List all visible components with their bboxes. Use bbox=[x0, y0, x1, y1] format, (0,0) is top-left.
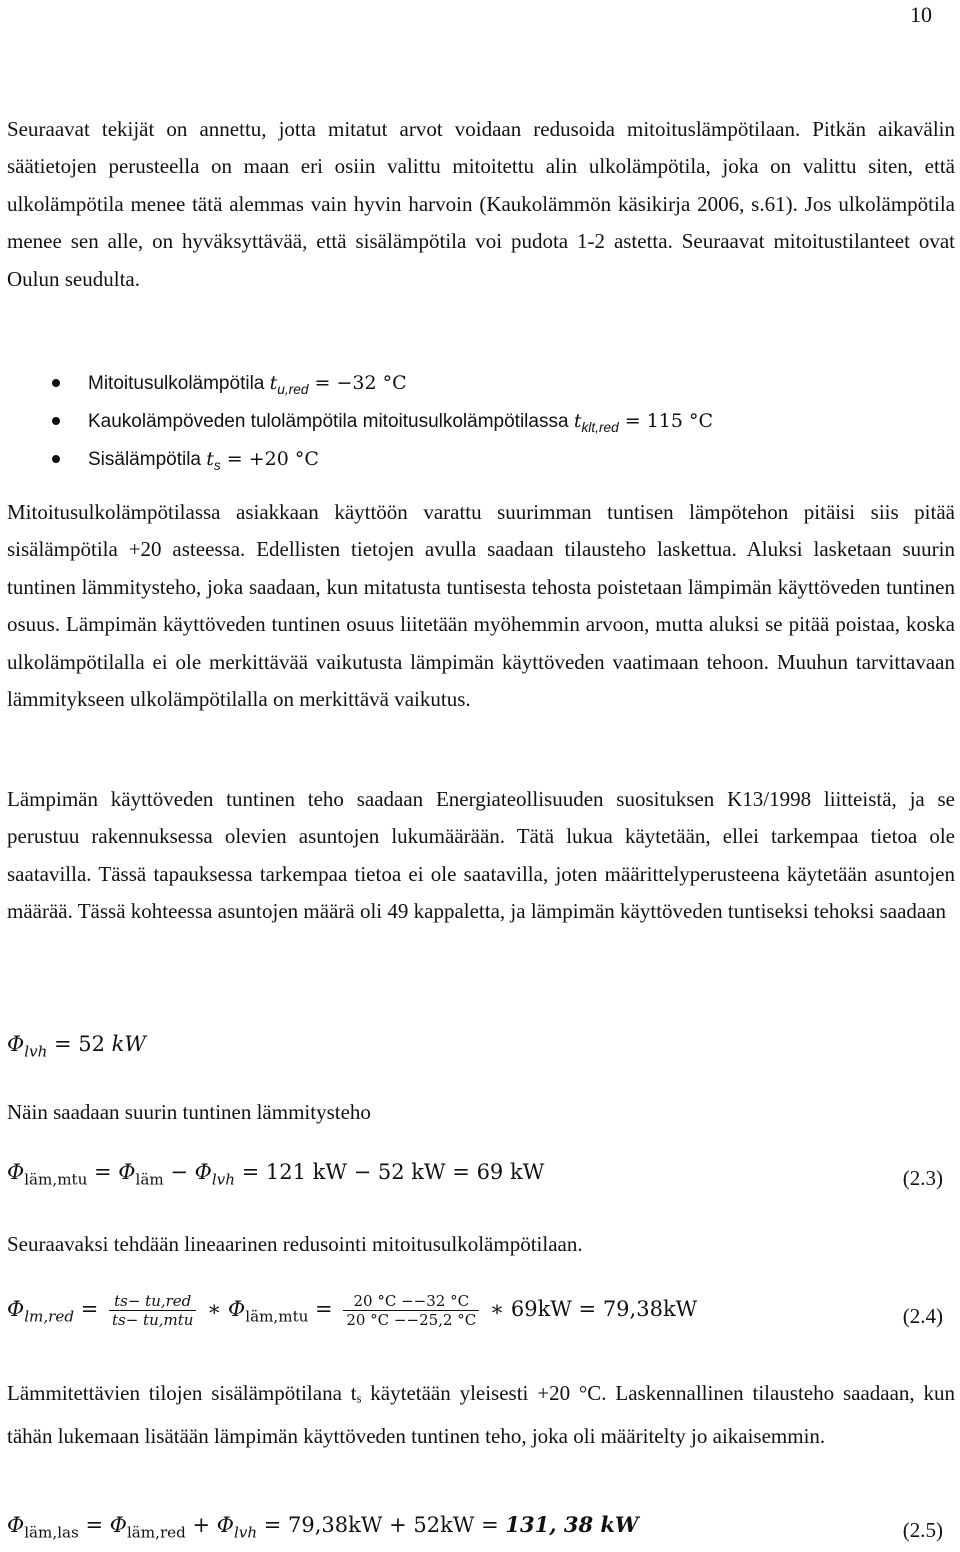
subscript-s: s bbox=[356, 1391, 362, 1406]
intro-paragraph: Seuraavat tekijät on annettu, jotta mitatut arvot voidaan redusoida mitoituslämpötilaan. Pitkän aikavälin säätietojen perusteella on maan eri osiin valittu mitoitettu alin ulkolämpötila, joka on valittu siten, että ulkolämpötila menee tätä alemmas vain hyvin harvoin (Kaukolämmön käsikirja 2006, s.61). Jos ulkolämpötila menee sen alle, on hyväksyttävää, että sisälämpötila voi pudota 1-2 astetta. Seuraavat mitoitustilanteet ovat Oulun seudulta. bbox=[7, 117, 955, 291]
equation-rhs: = 121 kW − 52 kW = 69 kW bbox=[234, 1160, 545, 1184]
variable-subscript: u,red bbox=[277, 381, 309, 397]
equation-unit: kW bbox=[111, 1032, 146, 1056]
phi-subscript: lm,red bbox=[24, 1307, 75, 1326]
bullet-label: Kaukolämpöveden tulolämpötila mitoitusulkolämpötilassa bbox=[88, 411, 574, 432]
equation-number: (2.3) bbox=[902, 1166, 943, 1190]
paragraph-text: käytetään yleisesti +20 °C. Laskennallinen tilausteho saadaan, kun tähän lukemaan lisätään lämpimän käyttöveden tuntinen teho, joka oli määritelty jo aikaisemmin. bbox=[7, 1381, 955, 1448]
variable-subscript: s bbox=[213, 457, 221, 473]
phi-subscript: lvh bbox=[211, 1170, 235, 1189]
bullet-label: Mitoitusulkolämpötila bbox=[88, 373, 270, 394]
equation-rhs: = 52 bbox=[47, 1032, 112, 1056]
list-item bbox=[0, 364, 960, 402]
phi-subscript: läm,mtu bbox=[245, 1307, 309, 1326]
variable-t: t bbox=[206, 448, 214, 470]
variable-subscript: klt,red bbox=[581, 419, 619, 435]
paragraph-text: Lämmitettävien tilojen sisälämpötilana t bbox=[7, 1381, 357, 1405]
bullet-label: Sisälämpötila bbox=[88, 449, 207, 470]
bullet-icon bbox=[52, 417, 60, 425]
phi-subscript: läm,red bbox=[126, 1523, 186, 1542]
variable-t: t bbox=[269, 372, 278, 394]
fraction-numeric bbox=[343, 1292, 479, 1329]
bullet-value: = −32 °C bbox=[308, 372, 407, 394]
list-item bbox=[0, 440, 960, 478]
fraction-numerator: 20 °C −−32 °C bbox=[343, 1292, 479, 1311]
fraction-symbolic bbox=[109, 1292, 196, 1329]
phi-subscript: läm bbox=[135, 1170, 164, 1189]
fraction-numerator: ts− tu,red bbox=[109, 1292, 196, 1311]
phi-subscript: lvh bbox=[233, 1523, 258, 1542]
equation-2-3: $\Phi_{läm,mtu} = \Phi_{läm} - \Phi_{lvh} = 121$ kW − 52 kW = 69 kW (2.3) bbox=[7, 1160, 943, 1190]
equation-phi-lvh: $\Phi_{lvh} = 52$ kW bbox=[7, 1032, 146, 1061]
body-paragraph-3: Lämpimän käyttöveden tuntinen teho saadaan Energiateollisuuden suosituksen K13/1998 liitteistä, ja se perustuu rakennuksessa olevien asuntojen lukumäärään. Tätä lukua käytetään, ellei tarkempaa tietoa ole saatavilla. Tässä tapauksessa tarkempaa tietoa ei ole saatavilla, joten määrittelyperusteena käytetään asuntojen määrää. Tässä kohteessa asuntojen määrä oli 49 kappaletta, ja lämpimän käyttöveden tuntiseksi tehoksi saadaan bbox=[7, 787, 955, 924]
body-paragraph-2: Mitoitusulkolämpötilassa asiakkaan käyttöön varattu suurimman tuntisen lämpötehon pitäisi siis pitää sisälämpötila +20 asteessa. Edellisten tietojen avulla saadaan tilausteho laskettua. Aluksi lasketaan suurin tuntinen lämmitysteho, joka saadaan, kun mitatusta tuntisesta tehosta poistetaan lämpimän käyttöveden tuntinen osuus. Lämpimän käyttöveden tuntinen osuus liitetään myöhemmin arvoon, mutta aluksi se pitää poistaa, koska ulkolämpötilalla ei ole merkittävää vaikutusta lämpimän käyttöveden vaatimaan tehoon. Muuhun tarvittavaan lämmitykseen ulkolämpötilalla on merkittävä vaikutus. bbox=[7, 500, 955, 712]
body-paragraph-4: Näin saadaan suurin tuntinen lämmitysteho bbox=[7, 1100, 371, 1124]
list-item bbox=[0, 402, 960, 440]
bullet-value: = +20 °C bbox=[220, 448, 319, 470]
page-number: 10 bbox=[910, 2, 932, 27]
bullet-icon bbox=[52, 379, 60, 387]
phi-subscript: läm,las bbox=[24, 1523, 79, 1542]
equation-number: (2.5) bbox=[902, 1518, 943, 1542]
body-paragraph-6 bbox=[7, 1375, 955, 1455]
equation-rhs: = 79,38kW + 52kW = bbox=[257, 1513, 506, 1537]
body-paragraph-5: Seuraavaksi tehdään lineaarinen redusointi mitoitusulkolämpötilaan. bbox=[7, 1232, 583, 1256]
equation-rhs: ∗ 69kW = 79,38kW bbox=[483, 1297, 698, 1321]
bullet-value: = 115 °C bbox=[618, 410, 714, 432]
design-conditions-list bbox=[0, 364, 960, 478]
bullet-icon bbox=[52, 455, 60, 463]
equation-2-4: $\Phi_{lm,red}$ = $\frac{\text{ts− tu,red}}{\text{ts− tu,mtu}}$ ∗ $\Phi_{läm,mtu}$ = $\frac{20 ^\circ C --32 ^\circ C}{20 ^\circ C --25,2 ^\circ C}$ ∗ 69kW = 79,38kW (2.4) bbox=[7, 1292, 943, 1329]
equation-number: (2.4) bbox=[902, 1304, 943, 1328]
phi-subscript: lvh bbox=[24, 1042, 48, 1061]
fraction-denominator: ts− tu,mtu bbox=[111, 1311, 194, 1329]
equation-2-5: $\Phi_{läm,las} = \Phi_{läm,red} + \Phi_{lvh} = 79,38kW + 52kW = 131$, 38 kW (2.5) bbox=[7, 1512, 943, 1542]
fraction-denominator: 20 °C −−25,2 °C bbox=[346, 1311, 477, 1329]
equation-result: 131, 38 kW bbox=[505, 1512, 639, 1537]
variable-t: t bbox=[573, 410, 582, 432]
phi-subscript: läm,mtu bbox=[24, 1170, 88, 1189]
